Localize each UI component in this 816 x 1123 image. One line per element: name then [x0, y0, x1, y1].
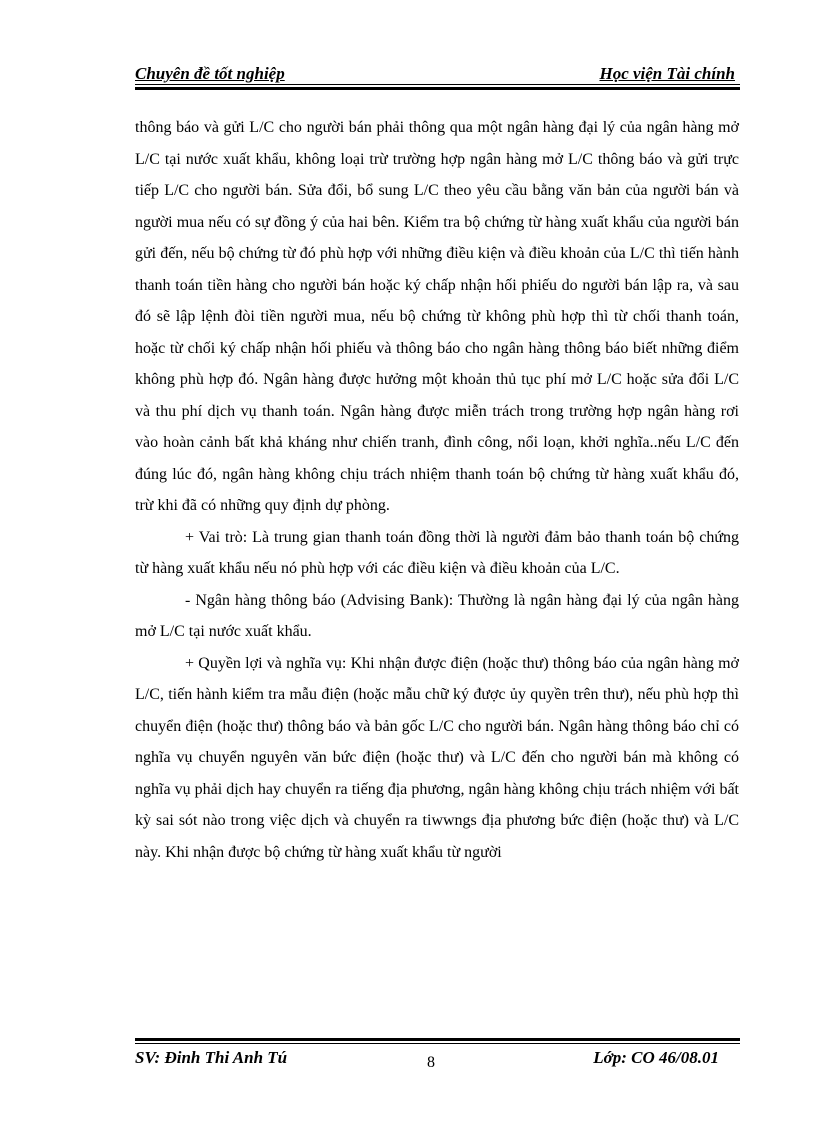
- page-header: [135, 64, 739, 86]
- body-text: [135, 112, 739, 868]
- paragraph-advising-bank: - Ngân hàng thông báo (Advising Bank): Thường là ngân hàng đại lý của ngân hàng mở L/C tại nước xuất khẩu.: [135, 591, 739, 640]
- footer-rule-thick: [135, 1038, 740, 1041]
- page-number: 8: [427, 1054, 435, 1071]
- header-institution: Học viện Tài chính: [599, 64, 735, 83]
- paragraph-continuation: thông báo và gửi L/C cho người bán phải thông qua một ngân hàng đại lý của ngân hàng mở L/C tại nước xuất khẩu, không loại trừ trường hợp ngân hàng mở L/C thông báo và gửi trực tiếp L/C cho người bán. Sửa đổi, bổ sung L/C theo yêu cầu bằng văn bản của người bán và người mua nếu có sự đồng ý của hai bên. Kiểm tra bộ chứng từ hàng xuất khẩu của người bán gửi đến, nếu bộ chứng từ đó phù hợp với những điều kiện và điều khoản của L/C thì tiến hành thanh toán tiền hàng cho người bán hoặc ký chấp nhận hối phiếu do người bán lập ra, và sau đó sẽ lập lệnh đòi tiền người mua, nếu bộ chứng từ không phù hợp thì từ chối thanh toán, hoặc từ chối ký chấp nhận hối phiếu và thông báo cho ngân hàng thông báo biết những điểm không phù hợp đó. Ngân hàng được hưởng một khoản thủ tục phí mở L/C hoặc sửa đổi L/C và thu phí dịch vụ thanh toán. Ngân hàng được miễn trách trong trường hợp ngân hàng rơi vào hoàn cảnh bất khả kháng như chiến tranh, đình công, nổi loạn, khởi nghĩa..nếu L/C đến đúng lúc đó, ngân hàng không chịu trách nhiệm thanh toán bộ chứng từ hàng xuất khẩu đó, trừ khi đã có những quy định dự phòng.: [135, 119, 739, 514]
- footer-rule-thin: [135, 1043, 740, 1044]
- page-footer: [135, 1048, 739, 1074]
- footer-student-name: SV: Đinh Thi Anh Tú: [135, 1048, 288, 1067]
- paragraph-rights-obligations: + Quyền lợi và nghĩa vụ: Khi nhận được điện (hoặc thư) thông báo của ngân hàng mở L/C, tiến hành kiểm tra mẫu điện (hoặc mẫu chữ ký được ủy quyền trên thư), nếu phù hợp thì chuyển điện (hoặc thư) thông báo và bản gốc L/C cho người bán. Ngân hàng thông báo chỉ có nghĩa vụ chuyển nguyên văn bức điện (hoặc thư) và L/C đến cho người bán mà không có nghĩa vụ phải dịch hay chuyển ra tiếng địa phương, ngân hàng không chịu trách nhiệm với bất kỳ sai sót nào trong việc dịch và chuyển ra tiwwngs địa phương bức điện (hoặc thư) và L/C này. Khi nhận được bộ chứng từ hàng xuất khẩu từ người: [135, 654, 739, 861]
- header-thesis-title: Chuyên đề tốt nghiệp: [135, 64, 285, 83]
- header-rule-thin: [135, 84, 740, 85]
- header-rule-thick: [135, 87, 740, 90]
- footer-class: Lớp: CO 46/08.01: [593, 1048, 719, 1067]
- paragraph-role: + Vai trò: Là trung gian thanh toán đồng thời là người đảm bảo thanh toán bộ chứng từ hàng xuất khẩu nếu nó phù hợp với các điều kiện và điều khoản của L/C.: [135, 528, 739, 577]
